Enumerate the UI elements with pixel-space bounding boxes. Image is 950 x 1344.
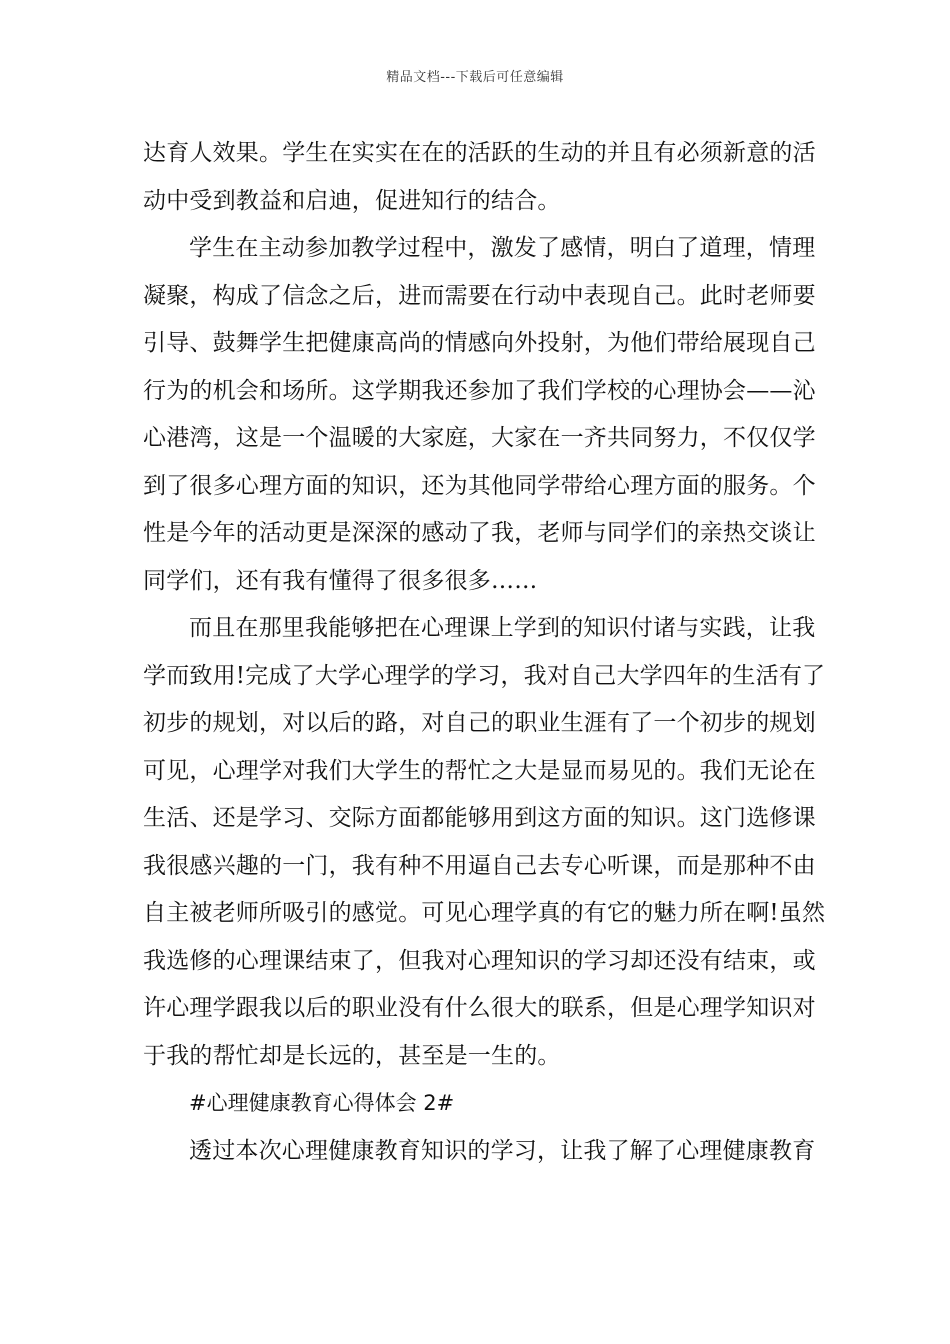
paragraph-3-line-1: 而且在那里我能够把在心理课上学到的知识付诸与实践，让我	[189, 615, 816, 641]
paragraph-3-line-2: 学而致用!完成了大学心理学的学习，我对自己大学四年的生活有了	[143, 662, 826, 689]
paragraph-4-line-1: 透过本次心理健康教育知识的学习，让我了解了心理健康教育	[189, 1137, 816, 1164]
paragraph-3-line-6: 我很感兴趣的一门，我有种不用逼自己去专心听课，而是那种不由	[143, 852, 816, 879]
paragraph-1-line-1: 达育人效果。学生在实实在在的活跃的生动的并且有必须新意的活	[143, 140, 816, 166]
paragraph-3-line-8: 我选修的心理课结束了，但我对心理知识的学习却还没有结束，或	[143, 947, 816, 974]
paragraph-3-line-9: 许心理学跟我以后的职业没有什么很大的联系，但是心理学知识对	[143, 995, 816, 1021]
paragraph-2-line-8: 同学们，还有我有懂得了很多很多……	[143, 567, 538, 594]
section-heading: #心理健康教育心得体会 2#	[189, 1091, 455, 1115]
paragraph-3-line-4: 可见，心理学对我们大学生的帮忙之大是显而易见的。我们无论在	[143, 757, 816, 784]
paragraph-3-line-5: 生活、还是学习、交际方面都能够用到这方面的知识。这门选修课	[143, 805, 816, 831]
paragraph-2-line-3: 引导、鼓舞学生把健康高尚的情感向外投射，为他们带给展现自己	[143, 330, 816, 356]
paragraph-2-line-6: 到了很多心理方面的知识，还为其他同学带给心理方面的服务。个	[143, 472, 816, 499]
paragraph-3-line-3: 初步的规划，对以后的路，对自己的职业生涯有了一个初步的规划	[143, 710, 816, 736]
page-header: 精品文档---下载后可任意编辑	[386, 70, 564, 85]
paragraph-2-line-7: 性是今年的活动更是深深的感动了我，老师与同学们的亲热交谈让	[143, 520, 816, 546]
paragraph-3-line-7: 自主被老师所吸引的感觉。可见心理学真的有它的魅力所在啊!虽然	[143, 900, 826, 926]
paragraph-2-line-1: 学生在主动参加教学过程中，激发了感情，明白了道理，情理	[189, 235, 816, 261]
document-body	[143, 130, 826, 1175]
paragraph-2-line-4: 行为的机会和场所。这学期我还参加了我们学校的心理协会——沁	[143, 377, 816, 404]
paragraph-2-line-5: 心港湾，这是一个温暖的大家庭，大家在一齐共同努力，不仅仅学	[143, 425, 816, 451]
paragraph-2-line-2: 凝聚，构成了信念之后，进而需要在行动中表现自己。此时老师要	[143, 282, 816, 309]
paragraph-3-line-10: 于我的帮忙却是长远的，甚至是一生的。	[143, 1042, 561, 1069]
paragraph-1-line-2: 动中受到教益和启迪，促进知行的结合。	[143, 187, 561, 214]
